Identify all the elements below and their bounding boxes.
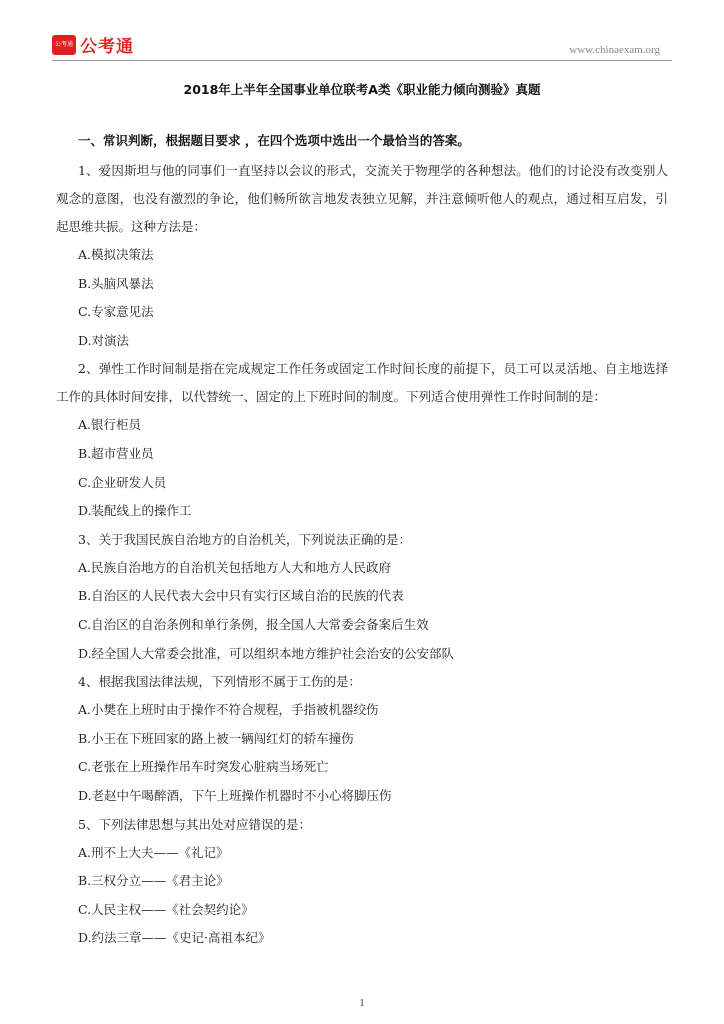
option-d: D.对演法 bbox=[78, 332, 130, 348]
site-url[interactable]: www.chinaexam.org bbox=[569, 44, 660, 56]
option-d: D.经全国人大常委会批准，可以组织本地方维护社会治安的公安部队 bbox=[78, 645, 455, 661]
document-title: 2018年上半年全国事业单位联考A类《职业能力倾向测验》真题 bbox=[183, 82, 541, 97]
option-a: A.民族自治地方的自治机关包括地方人大和地方人民政府 bbox=[78, 559, 392, 575]
question-stem: 2、弹性工作时间制是指在完成规定工作任务或固定工作时间长度的前提下，员工可以灵活地、自主地选择工作的具体时间安排，以代替统一、固定的上下班时间的制度。下列适合使用弹性工作时间制的是： bbox=[56, 361, 668, 405]
option-a: A.小樊在上班时由于操作不符合规程，手指被机器绞伤 bbox=[78, 702, 379, 718]
question-stem: 5、下列法律思想与其出处对应错误的是： bbox=[78, 816, 311, 832]
option-c: C.企业研发人员 bbox=[78, 474, 167, 490]
option-c: C.人民主权——《社会契约论》 bbox=[78, 901, 254, 917]
question-4 bbox=[78, 668, 668, 810]
question-3 bbox=[78, 526, 668, 668]
option-b: B.小王在下班回家的路上被一辆闯红灯的轿车撞伤 bbox=[78, 730, 354, 746]
option-b: B.自治区的人民代表大会中只有实行区域自治的民族的代表 bbox=[78, 588, 404, 604]
logo-text: 公考通 bbox=[80, 37, 134, 57]
option-a: A.模拟决策法 bbox=[78, 247, 154, 262]
option-b: B.头脑风暴法 bbox=[78, 275, 154, 291]
option-a: A.银行柜员 bbox=[78, 417, 142, 433]
section-heading: 一、常识判断，根据题目要求 ，在四个选项中选出一个最恰当的答案。 bbox=[78, 133, 470, 148]
option-d: D.装配线上的操作工 bbox=[78, 503, 192, 519]
page-number: 1 bbox=[359, 998, 365, 1009]
question-stem: 3、关于我国民族自治地方的自治机关，下列说法正确的是： bbox=[78, 531, 411, 547]
option-a: A.刑不上大夫——《礼记》 bbox=[78, 844, 229, 860]
question-stem: 1、爱因斯坦与他的同事们一直坚持以会议的形式，交流关于物理学的各种想法。他们的讨论没有改变别人观念的意图，也没有激烈的争论，他们畅所欲言地发表独立见解，并注意倾听他人的观点，通过相互启发，引起思维共振。这种方法是： bbox=[56, 163, 668, 234]
question-2 bbox=[56, 355, 668, 525]
header-divider bbox=[52, 60, 672, 61]
option-b: B.三权分立——《君主论》 bbox=[78, 873, 229, 889]
option-d: D.老赵中午喝醉酒，下午上班操作机器时不小心将脚压伤 bbox=[78, 787, 392, 803]
question-1 bbox=[56, 157, 668, 355]
option-d: D.约法三章——《史记·高祖本纪》 bbox=[78, 930, 271, 946]
document-body bbox=[56, 125, 668, 953]
option-b: B.超市营业员 bbox=[78, 445, 154, 461]
question-stem: 4、根据我国法律法规，下列情形不属于工伤的是： bbox=[78, 674, 361, 690]
question-5 bbox=[78, 811, 668, 953]
option-c: C.自治区的自治条例和单行条例，报全国人大常委会备案后生效 bbox=[78, 616, 429, 632]
option-c: C.专家意见法 bbox=[78, 304, 154, 320]
page-header bbox=[0, 0, 724, 62]
option-c: C.老张在上班操作吊车时突发心脏病当场死亡 bbox=[78, 759, 329, 775]
brand-logo[interactable] bbox=[52, 32, 134, 57]
logo-badge: 公考通 bbox=[52, 35, 76, 55]
